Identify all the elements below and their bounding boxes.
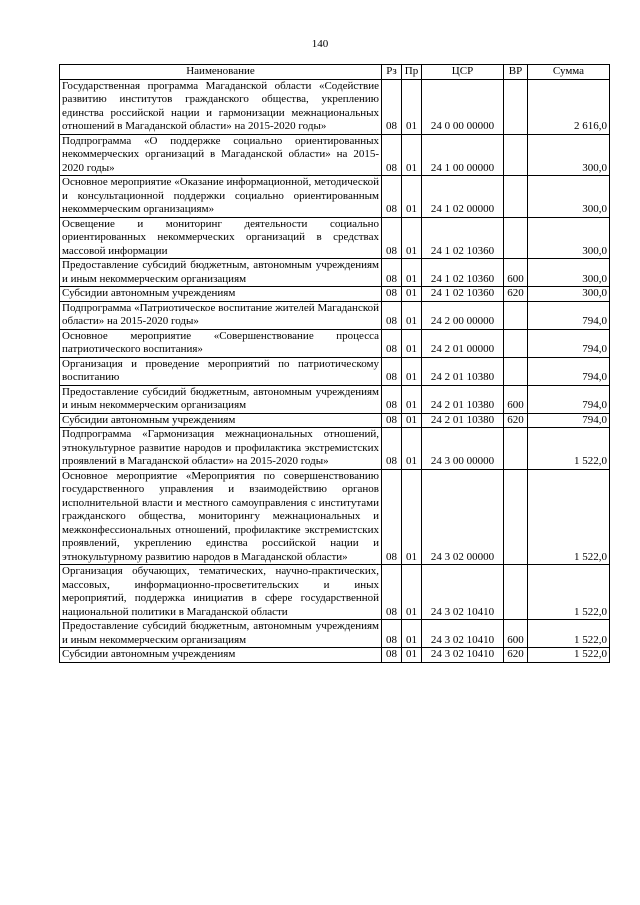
cell-pr: 01 <box>402 357 422 385</box>
table-row <box>60 357 610 385</box>
cell-sum: 1 522,0 <box>528 469 610 565</box>
cell-rz: 08 <box>382 176 402 218</box>
cell-name: Основное мероприятие «Мероприятия по совершенствованию государственного управления и взаимодействию органов исполнительной власти и местного самоуправления с институтами гражданского общества, мониторингу межнациональных и межконфессиональных отношений, профилактике экстремистских проявлений, укреплению единства российской нации и этнокультурному развитию народов в Магаданской области» <box>60 469 382 565</box>
cell-sum: 1 522,0 <box>528 565 610 620</box>
cell-rz: 08 <box>382 428 402 470</box>
cell-name: Субсидии автономным учреждениям <box>60 413 382 428</box>
cell-sum: 794,0 <box>528 301 610 329</box>
table-row <box>60 413 610 428</box>
cell-vr <box>504 357 528 385</box>
cell-rz: 08 <box>382 648 402 663</box>
cell-sum: 300,0 <box>528 259 610 287</box>
table-row <box>60 329 610 357</box>
cell-vr: 620 <box>504 287 528 302</box>
cell-name: Освещение и мониторинг деятельности социально ориентированных некоммерческих организаций в средствах массовой информации <box>60 217 382 259</box>
cell-name: Подпрограмма «Гармонизация межнациональных отношений, этнокультурное развитие народов и профилактика экстремистских проявлений в Магаданской области» на 2015-2020 годы» <box>60 428 382 470</box>
cell-csr: 24 2 01 10380 <box>422 385 504 413</box>
cell-csr: 24 3 02 00000 <box>422 469 504 565</box>
table-row <box>60 217 610 259</box>
header-csr: ЦСР <box>422 65 504 80</box>
cell-pr: 01 <box>402 259 422 287</box>
header-vr: ВР <box>504 65 528 80</box>
header-pr: Пр <box>402 65 422 80</box>
cell-pr: 01 <box>402 413 422 428</box>
cell-vr <box>504 301 528 329</box>
cell-vr <box>504 176 528 218</box>
table-row <box>60 565 610 620</box>
cell-csr: 24 1 02 10360 <box>422 217 504 259</box>
cell-sum: 794,0 <box>528 413 610 428</box>
cell-rz: 08 <box>382 134 402 176</box>
cell-vr: 600 <box>504 620 528 648</box>
page-number: 140 <box>311 38 329 50</box>
cell-name: Предоставление субсидий бюджетным, автономным учреждениям и иным некоммерческим организациям <box>60 385 382 413</box>
table-row <box>60 620 610 648</box>
cell-pr: 01 <box>402 428 422 470</box>
cell-sum: 300,0 <box>528 134 610 176</box>
cell-csr: 24 2 01 10380 <box>422 413 504 428</box>
cell-sum: 1 522,0 <box>528 648 610 663</box>
cell-vr <box>504 469 528 565</box>
cell-sum: 300,0 <box>528 176 610 218</box>
cell-pr: 01 <box>402 620 422 648</box>
cell-vr: 600 <box>504 259 528 287</box>
table-row <box>60 287 610 302</box>
cell-name: Субсидии автономным учреждениям <box>60 287 382 302</box>
cell-vr <box>504 428 528 470</box>
cell-sum: 1 522,0 <box>528 428 610 470</box>
cell-rz: 08 <box>382 217 402 259</box>
cell-csr: 24 1 02 00000 <box>422 176 504 218</box>
cell-csr: 24 3 00 00000 <box>422 428 504 470</box>
cell-pr: 01 <box>402 565 422 620</box>
table-row <box>60 176 610 218</box>
cell-sum: 1 522,0 <box>528 620 610 648</box>
cell-sum: 300,0 <box>528 217 610 259</box>
cell-rz: 08 <box>382 620 402 648</box>
cell-pr: 01 <box>402 287 422 302</box>
cell-csr: 24 3 02 10410 <box>422 620 504 648</box>
cell-name: Основное мероприятие «Оказание информационной, методической и консультационной поддержки социально ориентированным некоммерческим организациям» <box>60 176 382 218</box>
table-row <box>60 79 610 134</box>
cell-rz: 08 <box>382 301 402 329</box>
cell-vr: 620 <box>504 648 528 663</box>
table-row <box>60 648 610 663</box>
cell-vr <box>504 329 528 357</box>
cell-pr: 01 <box>402 134 422 176</box>
cell-vr <box>504 217 528 259</box>
cell-pr: 01 <box>402 301 422 329</box>
cell-rz: 08 <box>382 329 402 357</box>
budget-table <box>59 64 610 663</box>
cell-csr: 24 2 00 00000 <box>422 301 504 329</box>
cell-rz: 08 <box>382 385 402 413</box>
cell-pr: 01 <box>402 469 422 565</box>
cell-name: Предоставление субсидий бюджетным, автономным учреждениям и иным некоммерческим организациям <box>60 259 382 287</box>
cell-sum: 300,0 <box>528 287 610 302</box>
table-row <box>60 134 610 176</box>
cell-sum: 794,0 <box>528 357 610 385</box>
cell-rz: 08 <box>382 469 402 565</box>
cell-name: Организация и проведение мероприятий по патриотическому воспитанию <box>60 357 382 385</box>
cell-name: Подпрограмма «О поддержке социально ориентированных некоммерческих организаций в Магаданской области» на 2015-2020 годы» <box>60 134 382 176</box>
cell-rz: 08 <box>382 357 402 385</box>
cell-csr: 24 1 02 10360 <box>422 287 504 302</box>
cell-pr: 01 <box>402 648 422 663</box>
table-row <box>60 385 610 413</box>
table-row <box>60 428 610 470</box>
cell-sum: 2 616,0 <box>528 79 610 134</box>
cell-rz: 08 <box>382 565 402 620</box>
header-sum: Сумма <box>528 65 610 80</box>
cell-rz: 08 <box>382 79 402 134</box>
cell-pr: 01 <box>402 176 422 218</box>
cell-name: Организация обучающих, тематических, научно-практических, массовых, информационно-просветительских и иных мероприятий, поддержка инициатив в сфере государственной национальной политики в Магаданской области <box>60 565 382 620</box>
cell-vr <box>504 134 528 176</box>
cell-pr: 01 <box>402 385 422 413</box>
cell-name: Подпрограмма «Патриотическое воспитание жителей Магаданской области» на 2015-2020 годы» <box>60 301 382 329</box>
header-name: Наименование <box>60 65 382 80</box>
cell-sum: 794,0 <box>528 329 610 357</box>
cell-csr: 24 2 01 10380 <box>422 357 504 385</box>
cell-name: Субсидии автономным учреждениям <box>60 648 382 663</box>
cell-rz: 08 <box>382 259 402 287</box>
table-row <box>60 301 610 329</box>
cell-pr: 01 <box>402 217 422 259</box>
table-header-row <box>60 65 610 80</box>
cell-csr: 24 3 02 10410 <box>422 565 504 620</box>
cell-csr: 24 1 00 00000 <box>422 134 504 176</box>
cell-csr: 24 1 02 10360 <box>422 259 504 287</box>
cell-pr: 01 <box>402 329 422 357</box>
table-row <box>60 259 610 287</box>
cell-vr <box>504 79 528 134</box>
cell-pr: 01 <box>402 79 422 134</box>
table-row <box>60 469 610 565</box>
header-rz: Рз <box>382 65 402 80</box>
cell-csr: 24 0 00 00000 <box>422 79 504 134</box>
cell-rz: 08 <box>382 413 402 428</box>
cell-name: Основное мероприятие «Совершенствование процесса патриотического воспитания» <box>60 329 382 357</box>
cell-csr: 24 3 02 10410 <box>422 648 504 663</box>
cell-vr: 620 <box>504 413 528 428</box>
cell-sum: 794,0 <box>528 385 610 413</box>
cell-vr <box>504 565 528 620</box>
cell-name: Государственная программа Магаданской области «Содействие развитию институтов гражданского общества, укреплению единства российской нации и гармонизации межнациональных отношений в Магаданской области» на 2015-2020 годы» <box>60 79 382 134</box>
cell-rz: 08 <box>382 287 402 302</box>
cell-csr: 24 2 01 00000 <box>422 329 504 357</box>
cell-name: Предоставление субсидий бюджетным, автономным учреждениям и иным некоммерческим организациям <box>60 620 382 648</box>
cell-vr: 600 <box>504 385 528 413</box>
